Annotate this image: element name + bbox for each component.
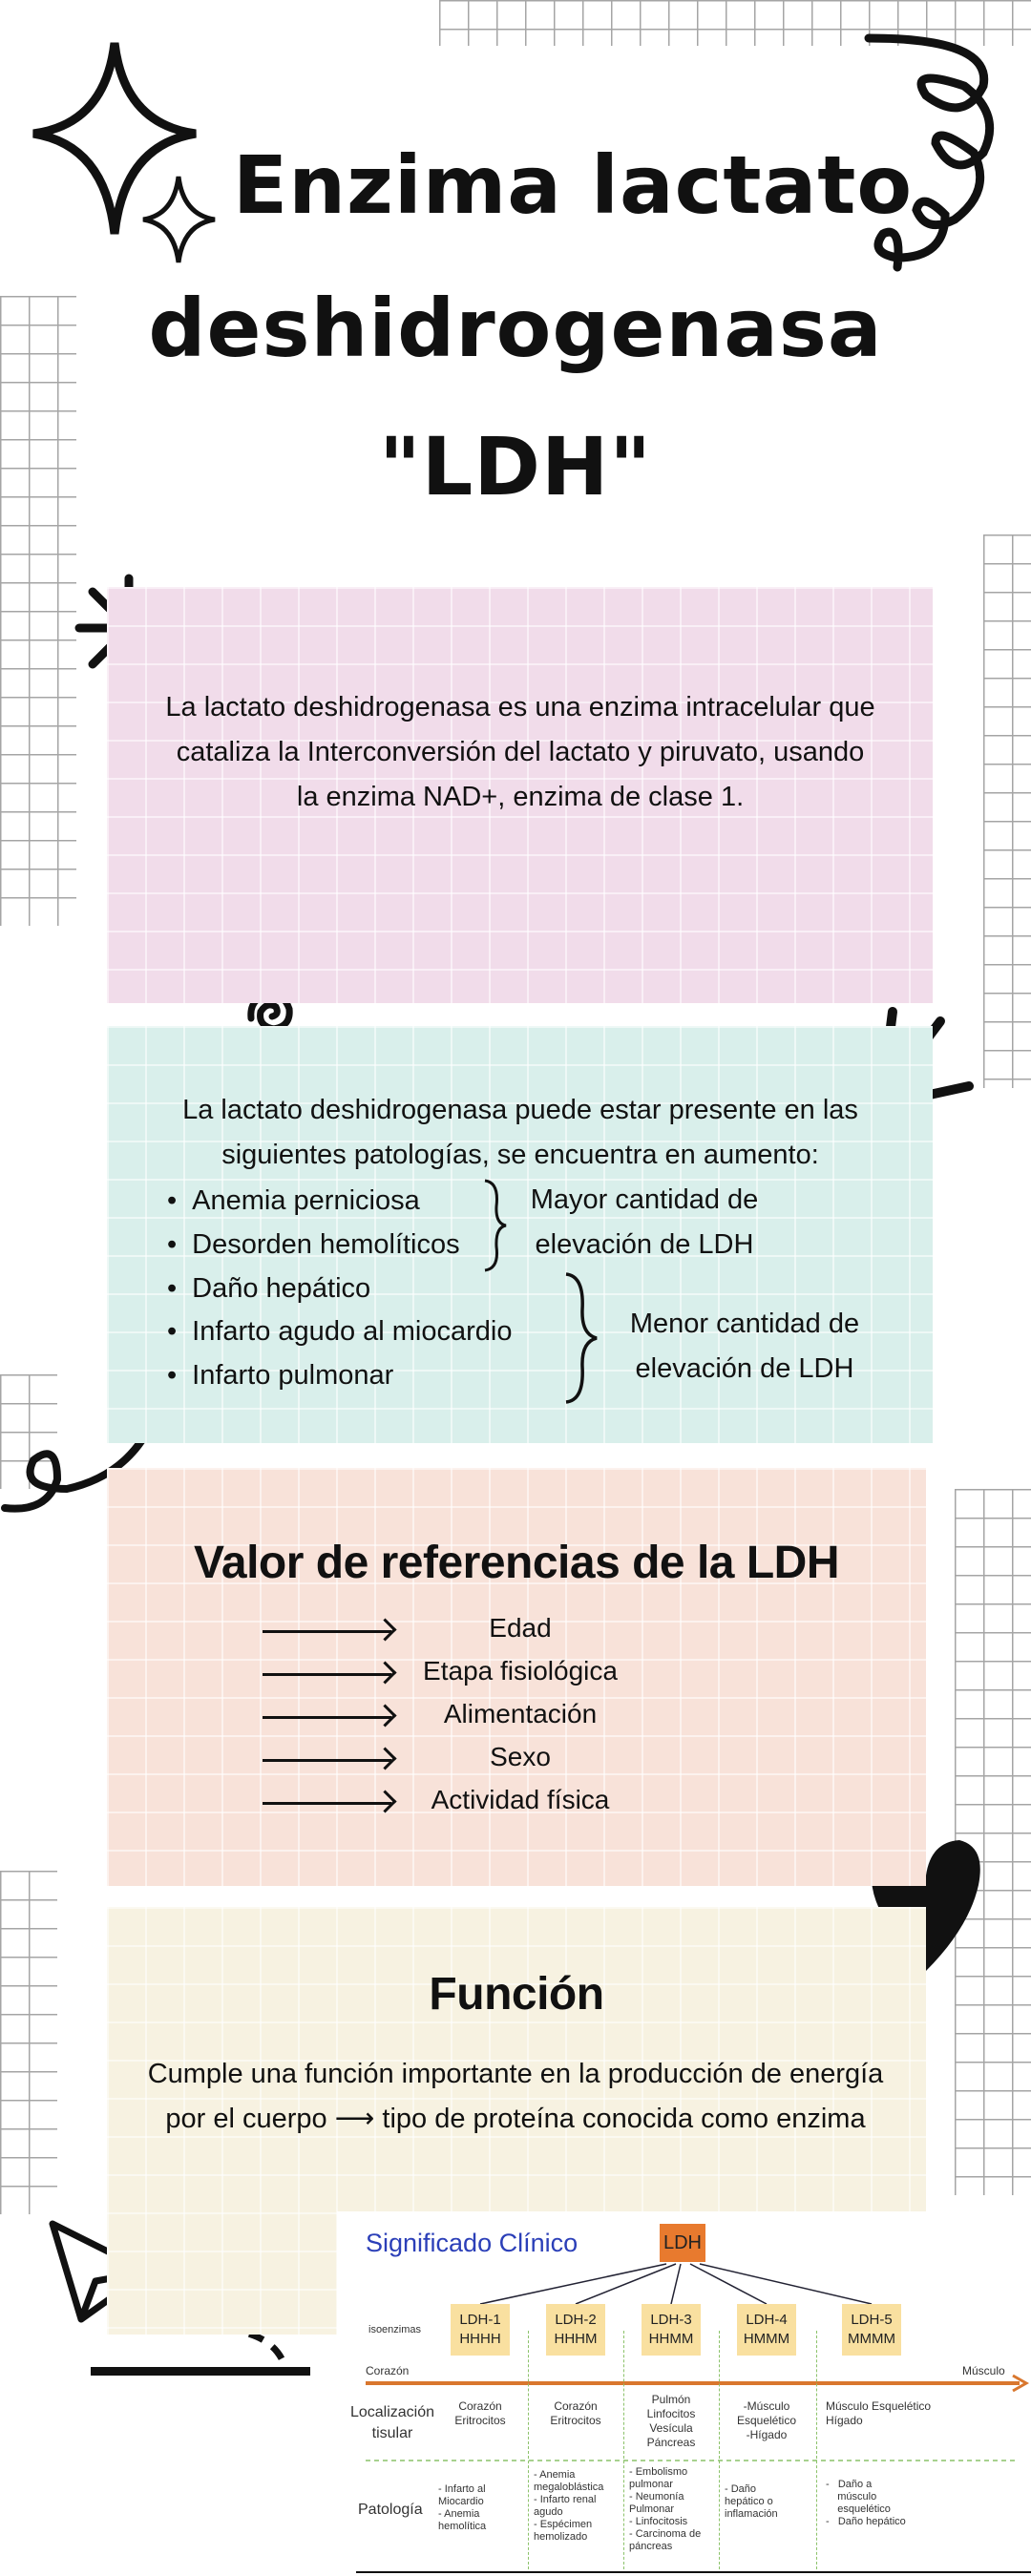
reference-item: Sexo — [490, 1742, 551, 1771]
row-label-pathology: Patología — [358, 2502, 423, 2518]
row-label-isoenzymes: isoenzimas — [368, 2324, 422, 2335]
group1-label: Mayor cantidad de elevación de LDH — [530, 1184, 759, 1260]
location-cell: -Músculo Esquelético -Hígado — [736, 2399, 797, 2441]
isoenzyme-name: LDH-1 — [459, 2312, 501, 2328]
reference-item: Etapa fisiológica — [423, 1656, 618, 1686]
clinical-title: Significado Clínico — [366, 2229, 579, 2257]
isoenzyme-name: LDH-3 — [650, 2312, 692, 2328]
isoenzyme-box — [737, 2304, 796, 2356]
intro-text: La lactato deshidrogenasa es una enzima intracelular que cataliza la Interconversión del lactato y piruvato, usando la enzima NAD+, enzima de clase 1. — [165, 692, 875, 812]
group2-label: Menor cantidad de elevación de LDH — [629, 1309, 860, 1384]
function-heading: Función — [429, 1969, 604, 2020]
pathology-item: • Infarto pulmonar — [167, 1360, 393, 1392]
pathology-item: • Infarto agudo al miocardio — [167, 1316, 512, 1348]
isoenzyme-box — [451, 2304, 510, 2356]
pathologies-intro: La lactato deshidrogenasa puede estar presente en las siguientes patologías, se encuentra en aumento: — [182, 1095, 858, 1170]
isoenzyme-box — [642, 2304, 701, 2356]
location-cell: Corazón Eritrocitos — [454, 2399, 506, 2427]
arrow-icon — [263, 1802, 391, 1805]
pathology-item: • Daño hepático — [167, 1273, 370, 1305]
isoenzyme-name: LDH-2 — [555, 2312, 597, 2328]
column-divider — [623, 2331, 624, 2569]
reference-item: Alimentación — [443, 1699, 598, 1728]
grid-decoration — [0, 296, 76, 926]
location-cell: Corazón Eritrocitos — [550, 2399, 601, 2427]
isoenzyme-code: HHHM — [554, 2331, 598, 2347]
function-text-before: Cumple una función importante en la producción de energía por el cuerpo — [147, 2059, 884, 2134]
page-title-line3: "LDH" — [378, 420, 653, 513]
isoenzyme-name: LDH-4 — [746, 2312, 788, 2328]
pathology-cell: - Embolismo pulmonar - Neumonía Pulmonar - Linfocitosis - Carcinoma de páncreas — [629, 2466, 702, 2552]
row-label-location: Localización tisular — [349, 2404, 435, 2441]
reference-item: Actividad física — [431, 1785, 610, 1814]
function-text — [134, 2052, 897, 2142]
axis-left-label: Corazón — [366, 2364, 410, 2377]
clinical-significance-table — [337, 2211, 1031, 2576]
pathology-cell: - Anemia megaloblástica - Infarto renal agudo - Espécimen hemolizado — [534, 2469, 604, 2543]
isoenzyme-box — [842, 2304, 901, 2356]
arrow-icon: ⟶ — [334, 2104, 375, 2134]
ldh-root-box: LDH — [660, 2224, 705, 2262]
location-cell: Músculo Esquelético Hígado — [826, 2399, 932, 2427]
isoenzyme-code: MMMM — [848, 2331, 895, 2347]
arrow-icon — [263, 1630, 391, 1633]
reference-item: Edad — [489, 1613, 552, 1643]
divider-line — [91, 2367, 310, 2376]
axis-right-label: Músculo — [962, 2364, 1005, 2377]
page-title-line1: Enzima lactato — [232, 138, 914, 232]
column-divider — [719, 2331, 720, 2569]
isoenzyme-name: LDH-5 — [851, 2312, 893, 2328]
pathology-cell: - Infarto al Miocardio - Anemia hemolítica — [438, 2483, 487, 2532]
column-divider — [816, 2331, 817, 2569]
brace-icon — [563, 1271, 601, 1405]
grid-decoration — [983, 534, 1031, 1088]
arrow-icon — [263, 1716, 391, 1719]
pathology-item: • Desorden hemolíticos — [167, 1229, 460, 1261]
isoenzyme-box — [546, 2304, 605, 2356]
isoenzyme-code: HMMM — [743, 2331, 790, 2347]
arrow-icon — [263, 1759, 391, 1762]
grid-decoration — [0, 1871, 57, 2214]
page-title-line2: deshidrogenasa — [148, 282, 883, 375]
pathology-cell: - Daño a músculo esquelético - Daño hepático — [826, 2479, 906, 2527]
pathology-cell: - Daño hepático o inflamación — [725, 2483, 778, 2520]
isoenzyme-code: HHMM — [648, 2331, 694, 2347]
arrow-icon — [263, 1673, 391, 1676]
column-divider — [528, 2331, 529, 2569]
function-text-after: tipo de proteína conocida como enzima — [382, 2104, 866, 2134]
brace-icon — [482, 1178, 511, 1273]
reference-heading: Valor de referencias de la LDH — [194, 1538, 839, 1588]
isoenzyme-code: HHHH — [459, 2331, 501, 2347]
pathology-item: • Anemia perniciosa — [167, 1185, 420, 1217]
location-cell: Pulmón Linfocitos Vesícula Páncreas — [646, 2393, 696, 2449]
